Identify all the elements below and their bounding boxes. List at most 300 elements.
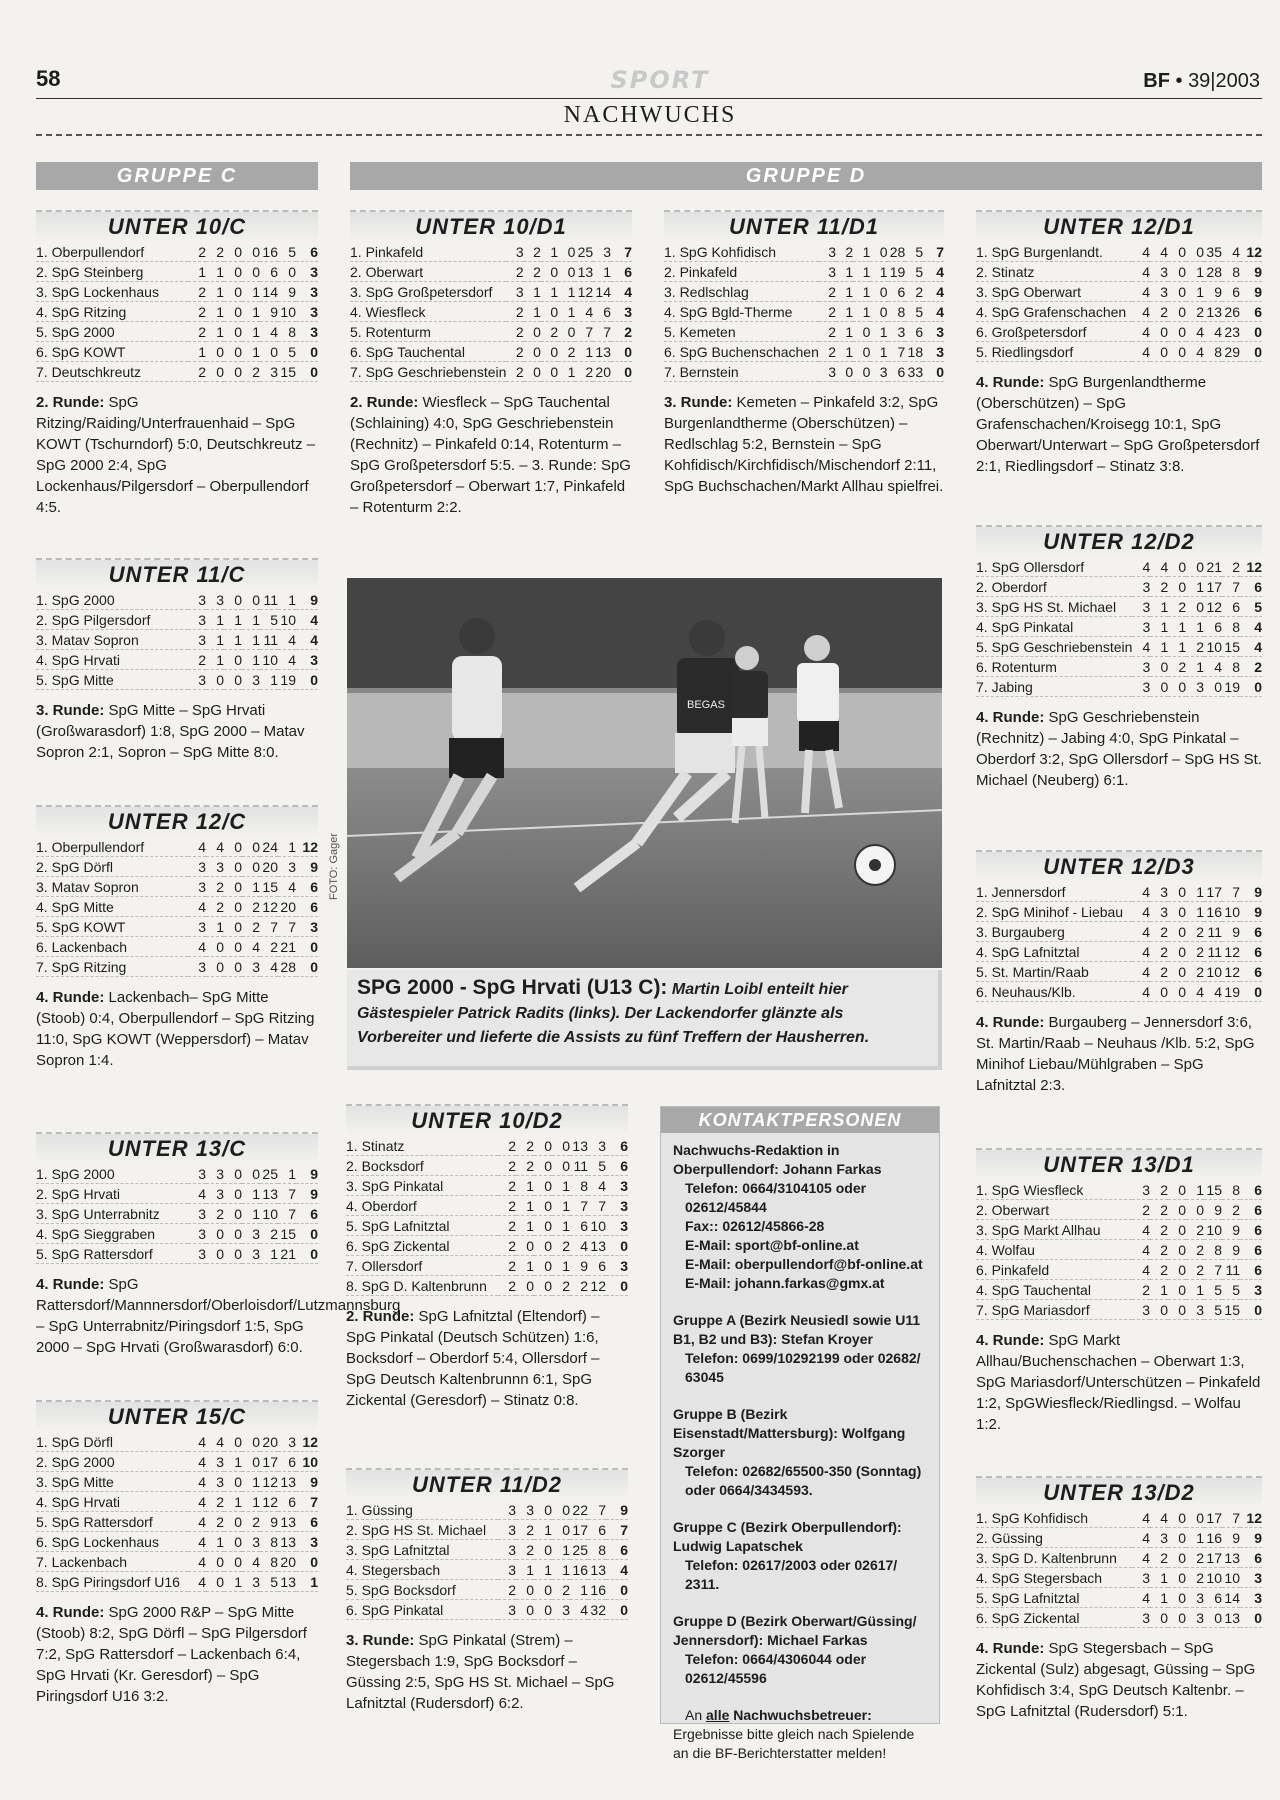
stat-cell: 0: [534, 1276, 552, 1296]
team-name: 6. SpG Pinkatal: [346, 1600, 498, 1620]
team-name: 1. SpG 2000: [36, 1164, 188, 1184]
table-block: [36, 210, 318, 518]
stat-cell: 0: [206, 937, 224, 957]
stat-cell: 0: [1150, 1608, 1168, 1628]
stat-cell: 0: [1150, 677, 1168, 697]
stat-cell: 2: [1150, 302, 1168, 322]
table-row: [976, 282, 1262, 302]
stat-cell: 2: [206, 1512, 224, 1532]
stat-cell: 3: [206, 1184, 224, 1204]
stat-cell: 4: [242, 937, 260, 957]
stat-cell: 2: [188, 322, 206, 342]
stat-cell: 17: [570, 1520, 588, 1540]
team-name: 2. Stinatz: [976, 262, 1132, 282]
stat-cell: 24: [260, 837, 278, 857]
stat-cell: 13: [575, 262, 593, 282]
stat-cell: 6: [570, 1216, 588, 1236]
stat-cell: 2: [1186, 302, 1204, 322]
stat-cell: 4: [1132, 242, 1150, 262]
stat-cell: 0: [541, 342, 558, 362]
stat-cell: 0: [1168, 982, 1186, 1002]
stat-cell: 4: [1132, 282, 1150, 302]
points: 6: [606, 1136, 628, 1156]
stat-cell: 1: [1186, 1180, 1204, 1200]
stat-cell: 28: [888, 242, 906, 262]
stat-cell: 4: [1132, 557, 1150, 577]
stat-cell: 3: [1150, 282, 1168, 302]
stat-cell: 1: [836, 342, 853, 362]
stat-cell: 7: [278, 917, 296, 937]
stat-cell: 2: [1186, 1220, 1204, 1240]
table-row: [350, 282, 632, 302]
team-name: 5. SpG Rattersdorf: [36, 1244, 188, 1264]
stat-cell: 3: [498, 1560, 516, 1580]
stat-cell: 3: [506, 282, 523, 302]
stat-cell: 0: [1150, 657, 1168, 677]
stat-cell: 21: [278, 937, 296, 957]
table-block: [976, 210, 1262, 477]
stat-cell: 9: [1222, 1220, 1240, 1240]
stat-cell: 10: [260, 1204, 278, 1224]
stat-cell: 0: [1150, 982, 1168, 1002]
stat-cell: 3: [260, 362, 278, 382]
stat-cell: 9: [570, 1256, 588, 1276]
stat-cell: 1: [242, 1184, 260, 1204]
header-dashed-rule: [36, 134, 1262, 136]
stat-cell: 5: [588, 1156, 606, 1176]
stat-cell: 2: [188, 242, 206, 262]
stat-cell: 2: [524, 262, 541, 282]
round-results: [350, 392, 632, 518]
team-name: 5. Riedlingsdorf: [976, 342, 1132, 362]
stat-cell: 0: [516, 1600, 534, 1620]
stat-cell: 3: [1150, 902, 1168, 922]
table-row: [346, 1156, 628, 1176]
table-row: [36, 1204, 318, 1224]
stat-cell: 8: [588, 1540, 606, 1560]
points: 3: [606, 1216, 628, 1236]
points: 0: [296, 1224, 318, 1244]
points: 3: [606, 1176, 628, 1196]
stat-cell: 1: [1150, 1280, 1168, 1300]
stat-cell: 3: [188, 1244, 206, 1264]
stat-cell: 1: [1186, 902, 1204, 922]
stat-cell: 1: [278, 837, 296, 857]
round-label: 4. Runde:: [976, 1332, 1045, 1349]
table-row: [664, 342, 944, 362]
stat-cell: 0: [534, 1216, 552, 1236]
standings-table: [350, 242, 632, 382]
stat-cell: 4: [1132, 902, 1150, 922]
table-row: [36, 630, 318, 650]
stat-cell: 0: [558, 322, 575, 342]
stat-cell: 2: [1186, 1568, 1204, 1588]
table-row: [664, 242, 944, 262]
stat-cell: 1: [206, 322, 224, 342]
table-title: UNTER 11/D1: [664, 210, 944, 242]
stat-cell: 32: [588, 1600, 606, 1620]
stat-cell: 2: [498, 1176, 516, 1196]
contact-group-b: [673, 1405, 927, 1500]
stat-cell: 1: [1150, 1588, 1168, 1608]
team-name: 7. Lackenbach: [36, 1552, 188, 1572]
points: 6: [296, 897, 318, 917]
round-results: [664, 392, 944, 497]
stat-cell: 2: [1150, 922, 1168, 942]
points: 0: [1240, 1300, 1262, 1320]
stat-cell: 4: [188, 1492, 206, 1512]
stat-cell: 1: [541, 282, 558, 302]
stat-cell: 0: [534, 1236, 552, 1256]
stat-cell: 3: [188, 670, 206, 690]
stat-cell: 4: [260, 322, 278, 342]
stat-cell: 6: [888, 362, 906, 382]
team-name: 1. Güssing: [346, 1500, 498, 1520]
team-name: 6. Großpetersdorf: [976, 322, 1132, 342]
stat-cell: 3: [188, 857, 206, 877]
stat-cell: 0: [224, 877, 242, 897]
stat-cell: 21: [1204, 557, 1222, 577]
stat-cell: 18: [905, 342, 923, 362]
round-results: [346, 1306, 628, 1411]
stat-cell: 8: [1222, 617, 1240, 637]
round-text: SpG Ritzing/Raiding/Unterfrauenhaid – SpG KOWT (Tschurndorf) 5:0, Deutschkreutz – SpG 2000 2:4, SpG Lockenhaus/Pilgersdorf – Oberpullendorf 4:5.: [36, 394, 315, 516]
team-name: 3. Matav Sopron: [36, 630, 188, 650]
team-name: 3. SpG D. Kaltenbrunn: [976, 1548, 1132, 1568]
stat-cell: 1: [593, 262, 611, 282]
points: 0: [296, 957, 318, 977]
points: 3: [296, 262, 318, 282]
stat-cell: 0: [534, 1136, 552, 1156]
table-row: [976, 942, 1262, 962]
table-title: UNTER 12/D2: [976, 525, 1262, 557]
stat-cell: 2: [260, 937, 278, 957]
round-text: Lackenbach– SpG Mitte (Stoob) 0:4, Oberpullendorf – SpG Ritzing 11:0, SpG KOWT (Weppersdorf) – Matav Sopron 1:4.: [36, 989, 315, 1069]
stat-cell: 2: [206, 1492, 224, 1512]
table-row: [350, 342, 632, 362]
stat-cell: 0: [1168, 1568, 1186, 1588]
stat-cell: 0: [224, 1224, 242, 1244]
stat-cell: 2: [506, 322, 523, 342]
team-name: 1. SpG Burgenlandt.: [976, 242, 1132, 262]
stat-cell: 0: [1168, 1260, 1186, 1280]
team-name: 3. Matav Sopron: [36, 877, 188, 897]
stat-cell: 2: [1150, 1220, 1168, 1240]
stat-cell: 1: [206, 1532, 224, 1552]
stat-cell: 1: [206, 282, 224, 302]
stat-cell: 8: [260, 1532, 278, 1552]
stat-cell: 1: [1186, 577, 1204, 597]
stat-cell: 1: [242, 1204, 260, 1224]
team-name: 2. Pinkafeld: [664, 262, 819, 282]
stat-cell: 0: [1168, 342, 1186, 362]
stat-cell: 2: [498, 1580, 516, 1600]
stat-cell: 0: [1168, 1548, 1186, 1568]
table-row: [36, 957, 318, 977]
stat-cell: 1: [836, 282, 853, 302]
stat-cell: 16: [260, 242, 278, 262]
stat-cell: 0: [224, 1432, 242, 1452]
stat-cell: 7: [575, 322, 593, 342]
stat-cell: 0: [1168, 1280, 1186, 1300]
round-results: [976, 1012, 1262, 1096]
team-name: 7. Jabing: [976, 677, 1132, 697]
table-row: [976, 677, 1262, 697]
table-title: UNTER 11/D2: [346, 1468, 628, 1500]
points: 6: [296, 242, 318, 262]
advertising-boards: [347, 693, 942, 773]
stat-cell: 4: [588, 1176, 606, 1196]
team-name: 1. SpG Kohfidisch: [976, 1508, 1132, 1528]
stat-cell: 3: [206, 590, 224, 610]
stat-cell: 0: [541, 302, 558, 322]
stat-cell: 2: [1150, 1200, 1168, 1220]
stat-cell: 4: [1132, 942, 1150, 962]
stat-cell: 2: [819, 282, 836, 302]
stat-cell: 0: [224, 957, 242, 977]
stat-cell: 1: [278, 590, 296, 610]
stat-cell: 2: [1132, 1200, 1150, 1220]
stat-cell: 16: [570, 1560, 588, 1580]
round-text: SpG Markt Allhau/Buchenschachen – Oberwart 1:3, SpG Mariasdorf/Unterschützen – Pinkafeld 1:2, SpGWiesfleck/Riedlingsd. – Wolfau 1:2.: [976, 1332, 1261, 1433]
stat-cell: 3: [516, 1500, 534, 1520]
stat-cell: 17: [1204, 882, 1222, 902]
stat-cell: 2: [1186, 1260, 1204, 1280]
table-row: [664, 362, 944, 382]
table-row: [346, 1176, 628, 1196]
football: [855, 845, 895, 885]
points: 0: [1240, 322, 1262, 342]
stat-cell: 1: [870, 262, 887, 282]
team-name: 3. SpG HS St. Michael: [976, 597, 1132, 617]
team-name: 3. Burgauberg: [976, 922, 1132, 942]
points: 0: [611, 362, 632, 382]
stat-cell: 4: [1132, 1260, 1150, 1280]
stat-cell: 0: [242, 857, 260, 877]
points: 6: [1240, 1548, 1262, 1568]
stat-cell: 8: [260, 1552, 278, 1572]
stat-cell: 13: [278, 1512, 296, 1532]
round-results: [346, 1630, 628, 1714]
points: 1: [296, 1572, 318, 1592]
stat-cell: 4: [1204, 657, 1222, 677]
stat-cell: 14: [1222, 1588, 1240, 1608]
stat-cell: 20: [278, 897, 296, 917]
stat-cell: 3: [188, 1224, 206, 1244]
points: 6: [296, 877, 318, 897]
stat-cell: 14: [260, 282, 278, 302]
table-row: [976, 322, 1262, 342]
stat-cell: 2: [1222, 1200, 1240, 1220]
stat-cell: 4: [1132, 982, 1150, 1002]
stat-cell: 10: [278, 610, 296, 630]
points: 4: [606, 1560, 628, 1580]
points: 0: [923, 362, 944, 382]
table-row: [976, 922, 1262, 942]
stat-cell: 4: [1132, 922, 1150, 942]
stat-cell: 0: [224, 837, 242, 857]
stat-cell: 2: [516, 1136, 534, 1156]
photo-credit: FOTO: Gager: [328, 832, 340, 900]
stat-cell: 3: [1132, 597, 1150, 617]
stat-cell: 0: [1168, 557, 1186, 577]
team-name: 6. SpG Zickental: [976, 1608, 1132, 1628]
stat-cell: 0: [242, 242, 260, 262]
stat-cell: 2: [1150, 1180, 1168, 1200]
standings-table: [664, 242, 944, 382]
table-row: [36, 342, 318, 362]
table-row: [36, 1572, 318, 1592]
stat-cell: 19: [888, 262, 906, 282]
standings-table: [976, 242, 1262, 362]
stat-cell: 3: [1186, 1300, 1204, 1320]
table-title: UNTER 13/C: [36, 1132, 318, 1164]
team-name: 1. SpG Ollersdorf: [976, 557, 1132, 577]
points: 0: [296, 1244, 318, 1264]
stat-cell: 3: [188, 610, 206, 630]
stat-cell: 0: [1168, 942, 1186, 962]
table-row: [976, 1608, 1262, 1628]
stat-cell: 0: [224, 242, 242, 262]
photo-caption: [347, 970, 942, 1070]
stat-cell: 1: [1186, 1280, 1204, 1300]
team-name: 3. SpG Markt Allhau: [976, 1220, 1132, 1240]
stat-cell: 26: [1222, 302, 1240, 322]
table-row: [976, 302, 1262, 322]
stat-cell: 2: [1150, 942, 1168, 962]
shirt-text: BEGAS: [687, 699, 725, 711]
points: 2: [1240, 657, 1262, 677]
stat-cell: 0: [224, 857, 242, 877]
stat-cell: 33: [905, 362, 923, 382]
stat-cell: 16: [1204, 1528, 1222, 1548]
table-block: [36, 558, 318, 763]
stat-cell: 12: [588, 1276, 606, 1296]
stat-cell: 21: [278, 1244, 296, 1264]
team-name: 1. Pinkafeld: [350, 242, 506, 262]
table-row: [976, 1260, 1262, 1280]
points: 3: [296, 302, 318, 322]
stat-cell: 17: [1204, 1548, 1222, 1568]
round-text: Burgauberg – Jennersdorf 3:6, St. Martin/Raab – Neuhaus /Klb. 5:2, SpG Minihof Liebau/Mühlgraben – SpG Lafnitztal 2:3.: [976, 1014, 1255, 1094]
stat-cell: 12: [260, 1492, 278, 1512]
table-row: [976, 962, 1262, 982]
stat-cell: 0: [224, 342, 242, 362]
issue-separator: •: [1175, 70, 1183, 92]
stat-cell: 1: [524, 282, 541, 302]
caption-text: Martin Loibl enteilt hier Gästespieler Patrick Radits (links). Der Lackendorfer glänzte als Vorbereiter und lieferte die Assists zu fünf Treffern der Hausherren.: [357, 981, 870, 1046]
stat-cell: 2: [498, 1256, 516, 1276]
stat-cell: 2: [206, 897, 224, 917]
table-row: [976, 1280, 1262, 1300]
stat-cell: 2: [1150, 1240, 1168, 1260]
stat-cell: 3: [498, 1520, 516, 1540]
stat-cell: 2: [206, 877, 224, 897]
stat-cell: 2: [498, 1156, 516, 1176]
stat-cell: 10: [1222, 902, 1240, 922]
stat-cell: 11: [1204, 942, 1222, 962]
team-name: 6. SpG KOWT: [36, 342, 188, 362]
stat-cell: 15: [1222, 1300, 1240, 1320]
stat-cell: 0: [534, 1176, 552, 1196]
stat-cell: 35: [1204, 242, 1222, 262]
table-row: [350, 262, 632, 282]
stat-cell: 19: [1222, 982, 1240, 1002]
team-name: 7. SpG Mariasdorf: [976, 1300, 1132, 1320]
stat-cell: 1: [1150, 637, 1168, 657]
points: 9: [296, 857, 318, 877]
stat-cell: 4: [1132, 1508, 1150, 1528]
stat-cell: 4: [1132, 1548, 1150, 1568]
stat-cell: 10: [588, 1216, 606, 1236]
points: 0: [606, 1276, 628, 1296]
points: 0: [606, 1236, 628, 1256]
table-row: [350, 302, 632, 322]
standings-table: [36, 1432, 318, 1592]
stat-cell: 4: [1132, 342, 1150, 362]
points: 6: [1240, 1240, 1262, 1260]
stat-cell: 1: [224, 1572, 242, 1592]
stat-cell: 1: [206, 917, 224, 937]
stat-cell: 2: [498, 1216, 516, 1236]
stat-cell: 0: [870, 302, 887, 322]
stat-cell: 2: [552, 1580, 570, 1600]
contact-box: [660, 1106, 940, 1761]
stat-cell: 13: [588, 1236, 606, 1256]
stat-cell: 4: [1132, 302, 1150, 322]
stat-cell: 4: [188, 1512, 206, 1532]
stat-cell: 3: [498, 1600, 516, 1620]
stat-cell: 1: [1186, 282, 1204, 302]
table-row: [36, 262, 318, 282]
team-name: 8. SpG Piringsdorf U16: [36, 1572, 188, 1592]
stat-cell: 15: [278, 1224, 296, 1244]
stat-cell: 0: [534, 1600, 552, 1620]
stat-cell: 3: [188, 1204, 206, 1224]
points: 6: [1240, 1260, 1262, 1280]
stat-cell: 1: [516, 1216, 534, 1236]
stat-cell: 1: [534, 1520, 552, 1540]
header-rule: [36, 98, 1262, 99]
points: 6: [1240, 942, 1262, 962]
table-row: [36, 877, 318, 897]
points: 3: [606, 1196, 628, 1216]
team-name: 6. Pinkafeld: [976, 1260, 1132, 1280]
stat-cell: 17: [1204, 577, 1222, 597]
stat-cell: 1: [870, 322, 887, 342]
stat-cell: 3: [498, 1500, 516, 1520]
points: 3: [296, 1532, 318, 1552]
stat-cell: 15: [278, 362, 296, 382]
stat-cell: 0: [516, 1276, 534, 1296]
stat-cell: 1: [242, 650, 260, 670]
contact-group-c: [673, 1518, 927, 1594]
round-label: 3. Runde:: [346, 1632, 415, 1649]
stat-cell: 3: [1186, 677, 1204, 697]
stat-cell: 1: [1150, 617, 1168, 637]
points: 0: [611, 342, 632, 362]
stat-cell: 9: [260, 302, 278, 322]
standings-table: [36, 837, 318, 977]
stat-cell: 1: [1150, 597, 1168, 617]
stat-cell: 13: [1222, 1548, 1240, 1568]
stat-cell: 0: [1168, 242, 1186, 262]
standings-table: [346, 1500, 628, 1620]
stand-roof: [347, 578, 942, 688]
standings-table: [976, 557, 1262, 697]
stat-cell: 0: [242, 837, 260, 857]
team-name: 3. SpG Lafnitztal: [346, 1540, 498, 1560]
